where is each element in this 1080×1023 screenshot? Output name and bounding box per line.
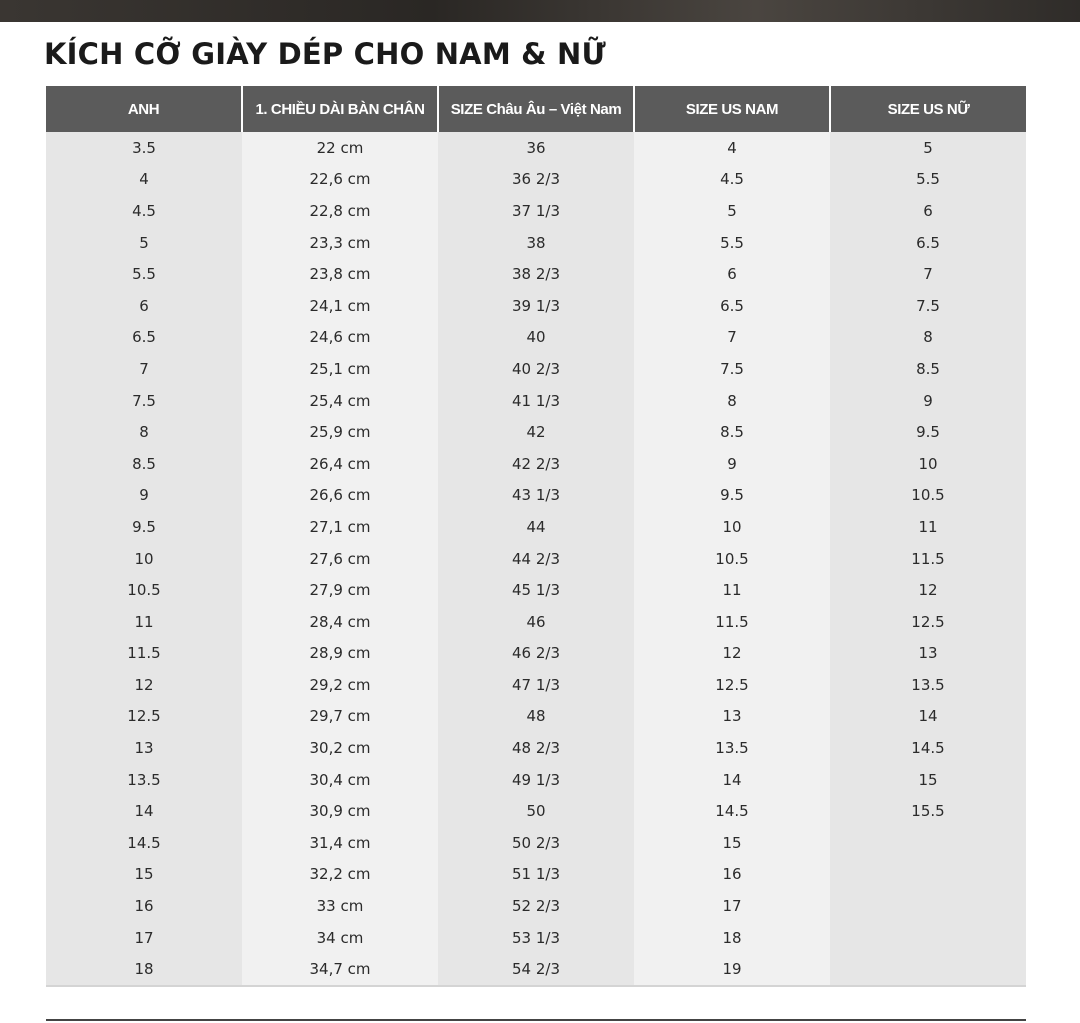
cell-uk-size: 18 [46,953,242,986]
cell-uk-size: 15 [46,859,242,891]
cell-eu-vn-size: 39 1/3 [438,290,634,322]
table-row [46,638,1026,670]
cell-eu-vn-size: 48 [438,701,634,733]
table-row [46,164,1026,196]
table-row [46,258,1026,290]
cell-us-women-size: 7 [830,258,1026,290]
cell-uk-size: 6 [46,290,242,322]
cell-foot-length: 22,6 cm [242,164,438,196]
cell-uk-size: 13.5 [46,764,242,796]
cell-foot-length: 34,7 cm [242,953,438,986]
table-row [46,764,1026,796]
cell-eu-vn-size: 53 1/3 [438,922,634,954]
cell-eu-vn-size: 40 [438,322,634,354]
cell-eu-vn-size: 43 1/3 [438,480,634,512]
table-row [46,448,1026,480]
cell-uk-size: 7.5 [46,385,242,417]
table-row [46,732,1026,764]
cell-eu-vn-size: 47 1/3 [438,669,634,701]
page-title: KÍCH CỠ GIÀY DÉP CHO NAM & NỮ [44,37,606,71]
table-row [46,574,1026,606]
table-row [46,795,1026,827]
cell-us-women-size: 13 [830,638,1026,670]
table-row [46,195,1026,227]
cell-us-men-size: 8.5 [634,416,830,448]
header-foot-length: 1. CHIỀU DÀI BÀN CHÂN [242,86,438,132]
cell-uk-size: 3.5 [46,132,242,164]
cell-us-men-size: 10.5 [634,543,830,575]
cell-foot-length: 27,1 cm [242,511,438,543]
cell-us-women-size [830,890,1026,922]
cell-us-women-size [830,922,1026,954]
top-banner-image [0,0,1080,22]
cell-foot-length: 24,6 cm [242,322,438,354]
table-row [46,827,1026,859]
cell-us-women-size: 12.5 [830,606,1026,638]
cell-us-women-size: 9.5 [830,416,1026,448]
cell-eu-vn-size: 38 [438,227,634,259]
cell-us-men-size: 16 [634,859,830,891]
table-row [46,606,1026,638]
cell-uk-size: 6.5 [46,322,242,354]
cell-us-women-size: 6 [830,195,1026,227]
cell-us-men-size: 13.5 [634,732,830,764]
cell-eu-vn-size: 44 [438,511,634,543]
cell-eu-vn-size: 48 2/3 [438,732,634,764]
cell-us-women-size: 5.5 [830,164,1026,196]
shoe-size-table [46,86,1026,987]
header-uk: ANH [46,86,242,132]
cell-us-men-size: 5.5 [634,227,830,259]
table-row [46,922,1026,954]
cell-us-men-size: 9.5 [634,480,830,512]
cell-eu-vn-size: 54 2/3 [438,953,634,986]
cell-eu-vn-size: 41 1/3 [438,385,634,417]
cell-eu-vn-size: 49 1/3 [438,764,634,796]
cell-eu-vn-size: 52 2/3 [438,890,634,922]
cell-eu-vn-size: 36 2/3 [438,164,634,196]
cell-uk-size: 7 [46,353,242,385]
cell-us-men-size: 9 [634,448,830,480]
header-us-women: SIZE US NỮ [830,86,1026,132]
cell-uk-size: 12 [46,669,242,701]
cell-foot-length: 33 cm [242,890,438,922]
table-row [46,480,1026,512]
cell-foot-length: 23,8 cm [242,258,438,290]
table-row [46,859,1026,891]
cell-us-men-size: 17 [634,890,830,922]
cell-us-men-size: 12 [634,638,830,670]
cell-us-women-size: 7.5 [830,290,1026,322]
cell-eu-vn-size: 38 2/3 [438,258,634,290]
table-row [46,669,1026,701]
cell-us-men-size: 7 [634,322,830,354]
cell-us-women-size: 9 [830,385,1026,417]
cell-us-men-size: 19 [634,953,830,986]
cell-us-women-size: 14 [830,701,1026,733]
header-us-men: SIZE US NAM [634,86,830,132]
cell-eu-vn-size: 51 1/3 [438,859,634,891]
cell-us-women-size: 8.5 [830,353,1026,385]
cell-us-men-size: 8 [634,385,830,417]
cell-uk-size: 9 [46,480,242,512]
cell-foot-length: 31,4 cm [242,827,438,859]
cell-foot-length: 25,1 cm [242,353,438,385]
cell-foot-length: 25,9 cm [242,416,438,448]
cell-foot-length: 30,2 cm [242,732,438,764]
cell-foot-length: 32,2 cm [242,859,438,891]
cell-us-men-size: 5 [634,195,830,227]
table-row [46,701,1026,733]
cell-eu-vn-size: 36 [438,132,634,164]
cell-us-men-size: 6.5 [634,290,830,322]
cell-eu-vn-size: 46 2/3 [438,638,634,670]
cell-foot-length: 28,4 cm [242,606,438,638]
cell-us-women-size: 15.5 [830,795,1026,827]
cell-uk-size: 12.5 [46,701,242,733]
cell-us-men-size: 4 [634,132,830,164]
cell-foot-length: 29,7 cm [242,701,438,733]
table-body [46,132,1026,986]
cell-us-men-size: 4.5 [634,164,830,196]
table-row [46,543,1026,575]
bottom-divider [46,1019,1026,1021]
cell-uk-size: 17 [46,922,242,954]
cell-foot-length: 29,2 cm [242,669,438,701]
cell-eu-vn-size: 45 1/3 [438,574,634,606]
cell-eu-vn-size: 42 [438,416,634,448]
cell-eu-vn-size: 37 1/3 [438,195,634,227]
table-row [46,890,1026,922]
cell-us-women-size: 5 [830,132,1026,164]
cell-us-women-size: 6.5 [830,227,1026,259]
cell-uk-size: 9.5 [46,511,242,543]
cell-us-men-size: 13 [634,701,830,733]
cell-foot-length: 28,9 cm [242,638,438,670]
cell-us-women-size: 10 [830,448,1026,480]
cell-us-women-size: 11 [830,511,1026,543]
cell-uk-size: 10.5 [46,574,242,606]
cell-foot-length: 22 cm [242,132,438,164]
cell-eu-vn-size: 44 2/3 [438,543,634,575]
cell-foot-length: 25,4 cm [242,385,438,417]
table-header-row [46,86,1026,132]
cell-uk-size: 4.5 [46,195,242,227]
table-row [46,227,1026,259]
cell-foot-length: 30,9 cm [242,795,438,827]
cell-us-women-size: 15 [830,764,1026,796]
cell-us-men-size: 7.5 [634,353,830,385]
cell-us-men-size: 10 [634,511,830,543]
cell-uk-size: 16 [46,890,242,922]
table-row [46,353,1026,385]
table-row [46,953,1026,986]
cell-us-women-size [830,953,1026,986]
cell-us-men-size: 11 [634,574,830,606]
cell-uk-size: 5 [46,227,242,259]
cell-us-men-size: 14.5 [634,795,830,827]
cell-foot-length: 23,3 cm [242,227,438,259]
cell-uk-size: 13 [46,732,242,764]
cell-foot-length: 22,8 cm [242,195,438,227]
cell-eu-vn-size: 50 [438,795,634,827]
cell-uk-size: 14.5 [46,827,242,859]
cell-us-men-size: 11.5 [634,606,830,638]
table-row [46,511,1026,543]
table-row [46,416,1026,448]
cell-us-men-size: 12.5 [634,669,830,701]
cell-foot-length: 26,6 cm [242,480,438,512]
cell-eu-vn-size: 50 2/3 [438,827,634,859]
cell-us-women-size: 8 [830,322,1026,354]
cell-uk-size: 8.5 [46,448,242,480]
cell-us-men-size: 6 [634,258,830,290]
cell-eu-vn-size: 40 2/3 [438,353,634,385]
cell-foot-length: 34 cm [242,922,438,954]
table-row [46,322,1026,354]
cell-uk-size: 11 [46,606,242,638]
cell-foot-length: 24,1 cm [242,290,438,322]
cell-uk-size: 14 [46,795,242,827]
cell-uk-size: 4 [46,164,242,196]
cell-us-women-size: 14.5 [830,732,1026,764]
header-eu-vn: SIZE Châu Âu – Việt Nam [438,86,634,132]
cell-us-women-size: 10.5 [830,480,1026,512]
cell-foot-length: 27,6 cm [242,543,438,575]
cell-us-women-size: 12 [830,574,1026,606]
cell-uk-size: 10 [46,543,242,575]
cell-us-women-size: 11.5 [830,543,1026,575]
cell-us-women-size [830,859,1026,891]
cell-us-men-size: 15 [634,827,830,859]
cell-us-men-size: 14 [634,764,830,796]
cell-foot-length: 27,9 cm [242,574,438,606]
table-row [46,385,1026,417]
cell-us-women-size: 13.5 [830,669,1026,701]
table-row [46,290,1026,322]
cell-foot-length: 26,4 cm [242,448,438,480]
cell-foot-length: 30,4 cm [242,764,438,796]
cell-us-women-size [830,827,1026,859]
cell-us-men-size: 18 [634,922,830,954]
cell-uk-size: 5.5 [46,258,242,290]
cell-eu-vn-size: 46 [438,606,634,638]
table-row [46,132,1026,164]
cell-eu-vn-size: 42 2/3 [438,448,634,480]
cell-uk-size: 8 [46,416,242,448]
cell-uk-size: 11.5 [46,638,242,670]
